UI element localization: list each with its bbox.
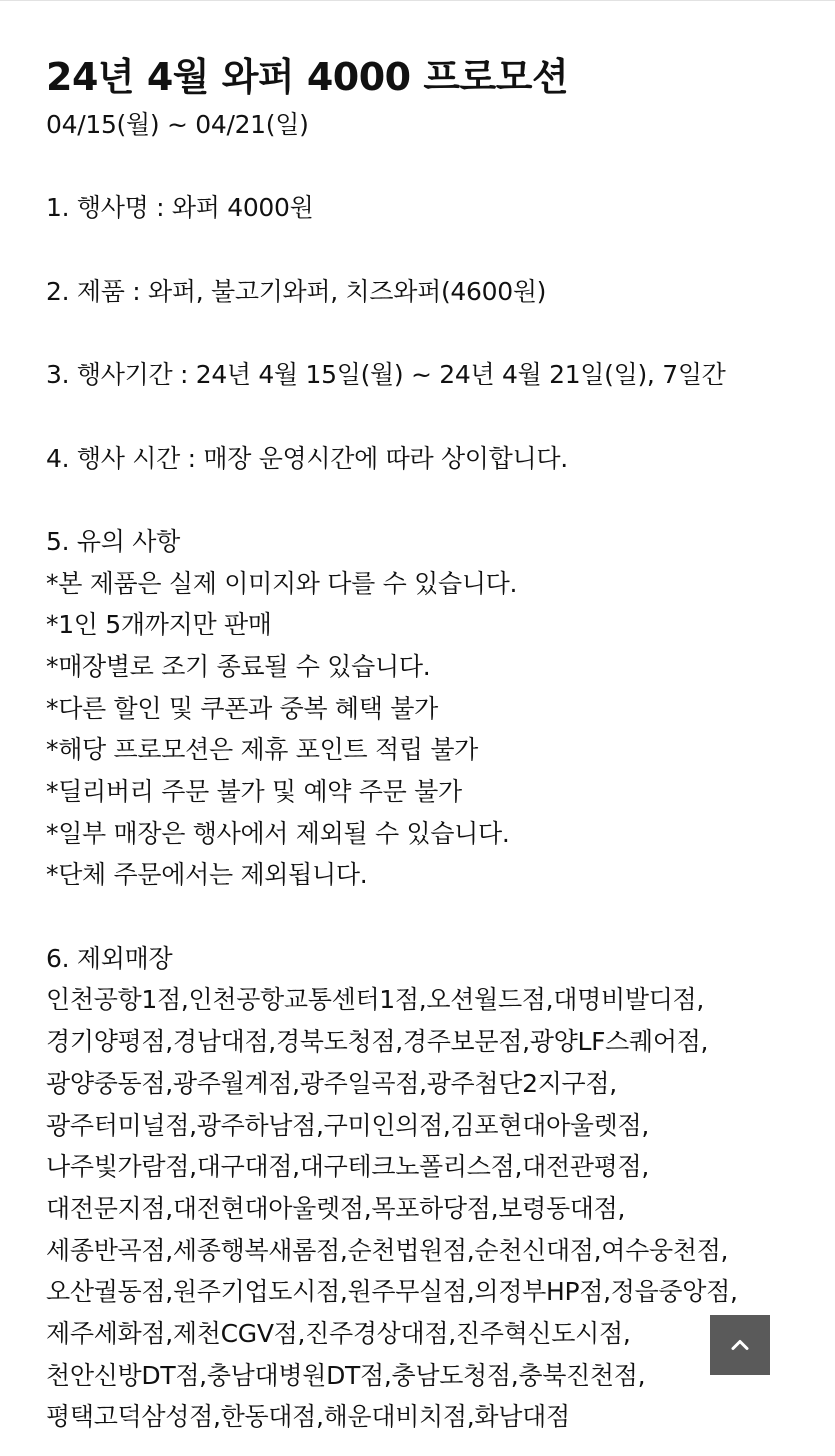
note-item: *1인 5개까지만 판매 [46,610,272,640]
note-item: *매장별로 조기 종료될 수 있습니다. [46,651,431,681]
excluded-stores-line: 세종반곡점,세종행복새롬점,순천법원점,순천신대점,여수웅천점, [46,1235,729,1265]
note-item: *본 제품은 실제 이미지와 다를 수 있습니다. [46,568,518,598]
excluded-stores-line: 광주터미널점,광주하남점,구미인의점,김포현대아울렛점, [46,1110,649,1140]
note-item: *딜리버리 주문 불가 및 예약 주문 불가 [46,777,462,806]
post-date-range: 04/15(월) ~ 04/21(일) [46,110,309,139]
period-line: 3. 행사기간 : 24년 4월 15일(월) ~ 24년 4월 21일(일), 7일간 [46,360,726,390]
spacer [46,146,816,188]
note-item: *해당 프로모션은 제휴 포인트 적립 불가 [46,735,479,765]
products-line: 2. 제품 : 와퍼, 불고기와퍼, 치즈와퍼(4600원) [46,276,547,306]
note-item: *일부 매장은 행사에서 제외될 수 있습니다. [46,818,510,848]
event-name-line: 1. 행사명 : 와퍼 4000원 [46,193,314,223]
excluded-stores-line: 오산궐동점,원주기업도시점,원주무실점,의정부HP점,정읍중앙점, [46,1277,738,1307]
spacer [46,396,816,438]
spacer [46,229,816,271]
excluded-heading: 6. 제외매장 [46,943,173,973]
spacer [46,479,816,521]
excluded-stores-line: 천안신방DT점,충남대병원DT점,충남도청점,충북진천점, [46,1360,646,1390]
excluded-stores-line: 평택고덕삼성점,한동대점,해운대비치점,화남대점 [46,1402,570,1432]
excluded-stores-line: 경기양평점,경남대점,경북도청점,경주보문점,광양LF스퀘어점, [46,1027,709,1057]
excluded-stores-line: 광양중동점,광주월계점,광주일곡점,광주첨단2지구점, [46,1068,617,1098]
note-item: *단체 주문에서는 제외됩니다. [46,860,368,890]
excluded-stores-line: 대전문지점,대전현대아울렛점,목포하당점,보령동대점, [46,1193,626,1223]
top-divider [0,0,835,1]
excluded-stores-line: 나주빛가람점,대구대점,대구테크노폴리스점,대전관평점, [46,1152,649,1182]
chevron-up-icon [728,1333,752,1357]
scroll-to-top-button[interactable] [710,1315,770,1375]
notes-heading: 5. 유의 사항 [46,526,180,556]
excluded-stores-line: 인천공항1점,인천공항교통센터1점,오션월드점,대명비발디점, [46,985,705,1015]
note-item: *다른 할인 및 쿠폰과 중복 혜택 불가 [46,693,438,723]
excluded-stores-line: 제주세화점,제천CGV점,진주경상대점,진주혁신도시점, [46,1318,631,1348]
spacer [46,312,816,354]
hours-line: 4. 행사 시간 : 매장 운영시간에 따라 상이합니다. [46,443,568,473]
spacer [46,896,816,938]
post-content [46,50,816,1438]
post-title: 24년 4월 와퍼 4000 프로모션 [46,55,569,99]
